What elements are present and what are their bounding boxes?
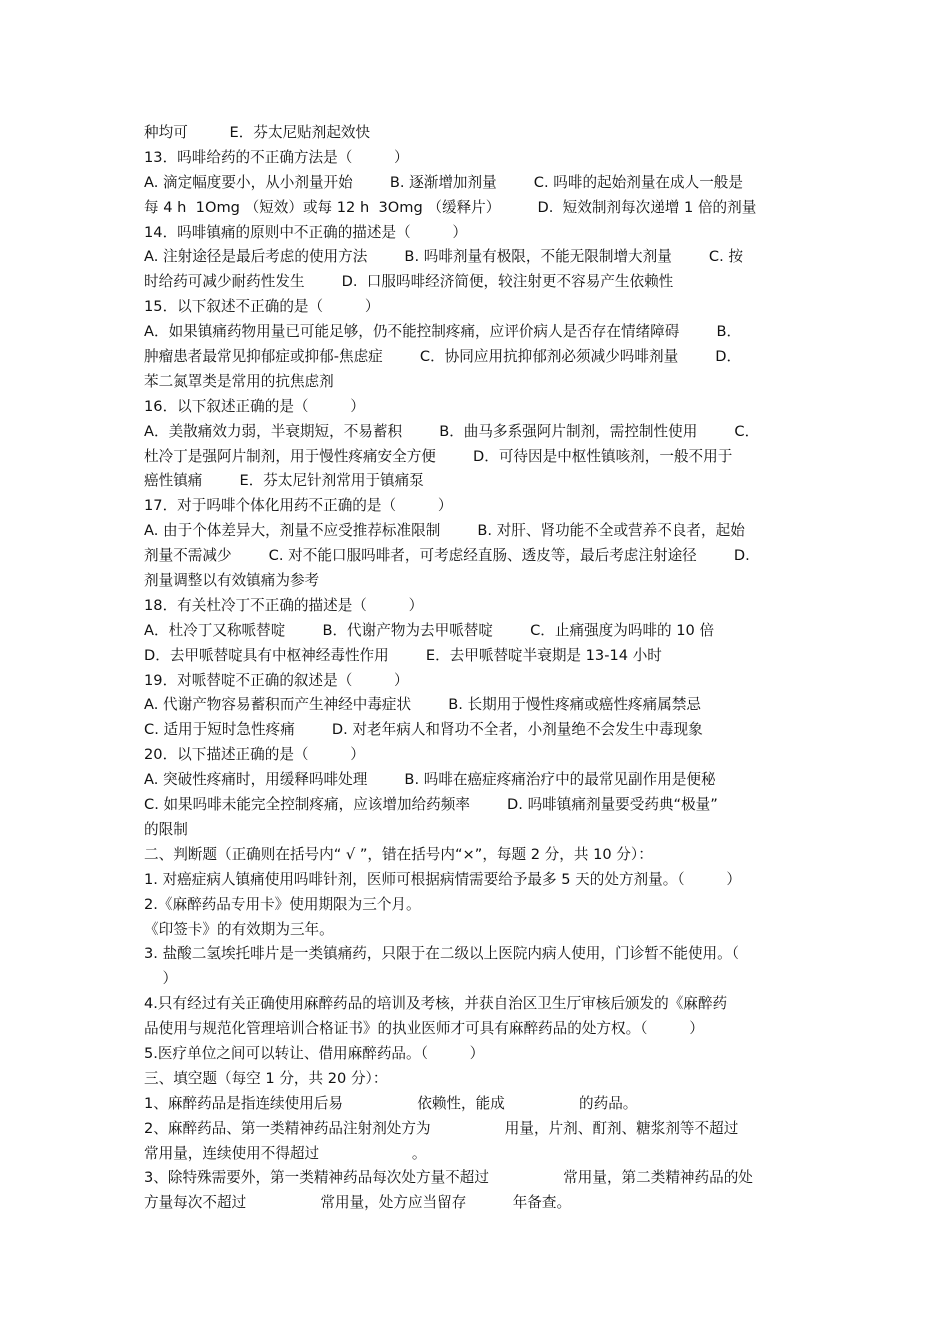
text-line: 4.只有经过有关正确使用麻醉药品的培训及考核，并获自治区卫生厅审核后颁发的《麻醉药 [144,995,728,1013]
text-line: 二、判断题（正确则在括号内“ √ ”，错在括号内“×”，每题 2 分，共 10 分）： [144,845,653,863]
text-line: A. 注射途径是最后考虑的使用方法 B. 吗啡剂量有极限，不能无限制增大剂量 C. 按 [144,248,743,266]
text-line: 15．以下叙述不正确的是（ ） [144,298,380,316]
text-line: 种均可 E．芬太尼贴剂起效快 [144,124,371,141]
text-line: 20．以下描述正确的是（ ） [144,746,365,764]
text-line: A. 滴定幅度要小，从小剂量开始 B. 逐渐增加剂量 C. 吗啡的起始剂量在成人一般是 [144,173,743,191]
text-line: 3、除特殊需要外，第一类精神药品每次处方量不超过 常用量，第二类精神药品的处 [144,1169,753,1187]
text-line: 方量每次不超过 常用量，处方应当留存 年备查。 [144,1194,572,1212]
text-line: 5.医疗单位之间可以转让、借用麻醉药品。（ ） [144,1044,485,1062]
text-line: A．如果镇痛药物用量已可能足够，仍不能控制疼痛，应评价病人是否存在情绪障碍 B． [144,323,742,341]
text-line: A．杜冷丁又称哌替啶 B．代谢产物为去甲哌替啶 C．止痛强度为吗啡的 10 倍 [144,621,715,639]
text-line: C. 适用于短时急性疼痛 D. 对老年病人和肾功不全者，小剂量绝不会发生中毒现象 [144,721,703,739]
text-line: A. 由于个体差异大，剂量不应受推荐标准限制 B. 对肝、肾功能不全或营养不良者，起始 [144,522,745,540]
text-line: 剂量调整以有效镇痛为参考 [144,572,320,590]
text-line: 每 4 h 1Omg （短效）或每 12 h 3Omg （缓释片） D. 短效制剂每次递增 1 倍的剂量 [144,198,757,216]
text-line: 常用量，连续使用不得超过 。 [144,1144,427,1162]
text-line: 16．以下叙述正确的是（ ） [144,397,365,415]
text-line: 1. 对癌症病人镇痛使用吗啡针剂，医师可根据病情需要给予最多 5 天的处方剂量。（ ） [144,870,741,888]
text-line: 时给药可减少耐药性发生 D. 口服吗啡经济简便，较注射更不容易产生依赖性 [144,273,674,291]
text-line: 剂量不需减少 C. 对不能口服吗啡者，可考虑经直肠、透皮等，最后考虑注射途径 D. [144,547,750,565]
text-line: D．去甲哌替啶具有中枢神经毒性作用 E．去甲哌替啶半衰期是 13-14 小时 [144,646,662,664]
document-body [144,121,812,1216]
text-line: 《印签卡》的有效期为三年。 [144,920,334,938]
text-line: 2.《麻醉药品专用卡》使用期限为三个月。 [144,895,421,913]
text-line: A. 代谢产物容易蓄积而产生神经中毒症状 B. 长期用于慢性疼痛或癌性疼痛属禁忌 [144,696,702,714]
text-line: 杜冷丁是强阿片制剂，用于慢性疼痛安全方便 D．可待因是中枢性镇咳剂，一般不用于 [144,447,733,465]
text-line: 肿瘤患者最常见抑郁症或抑郁-焦虑症 C．协同应用抗抑郁剂必须减少吗啡剂量 D． [144,348,742,366]
text-line: 17．对于吗啡个体化用药不正确的是（ ） [144,497,453,515]
text-line: A. 突破性疼痛时，用缓释吗啡处理 B. 吗啡在癌症疼痛治疗中的最常见副作用是便秘 [144,771,716,789]
text-line: 苯二氮罩类是常用的抗焦虑剂 [144,372,334,390]
text-line: 三、填空题（每空 1 分，共 20 分）： [144,1069,388,1087]
text-line: ） [144,970,178,988]
text-line: 的限制 [144,820,188,838]
text-line: 品使用与规范化管理培训合格证书》的执业医师才可具有麻醉药品的处方权。（ ） [144,1020,704,1038]
text-line: 13．吗啡给药的不正确方法是（ ） [144,148,409,166]
text-line: 癌性镇痛 E．芬太尼针剂常用于镇痛泵 [144,472,424,490]
text-line: 1、麻醉药品是指连续使用后易 依赖性，能成 的药品。 [144,1094,638,1112]
text-line: 14．吗啡镇痛的原则中不正确的描述是（ ） [144,223,468,241]
text-line: A．美散痛效力弱，半衰期短，不易蓄积 B．曲马多系强阿片制剂，需控制性使用 C． [144,422,760,440]
text-line: C. 如果吗啡未能完全控制疼痛，应该增加给药频率 D. 吗啡镇痛剂量要受药典“极量” [144,796,718,814]
text-line: 18．有关杜冷丁不正确的描述是（ ） [144,596,424,614]
text-line: 3. 盐酸二氢埃托啡片是一类镇痛药，只限于在二级以上医院内病人使用，门诊暂不能使用。（ [144,945,740,963]
text-line: 19．对哌替啶不正确的叙述是（ ） [144,671,409,689]
text-line: 2、麻醉药品、第一类精神药品注射剂处方为 用量，片剂、酊剂、糖浆剂等不超过 [144,1119,739,1137]
